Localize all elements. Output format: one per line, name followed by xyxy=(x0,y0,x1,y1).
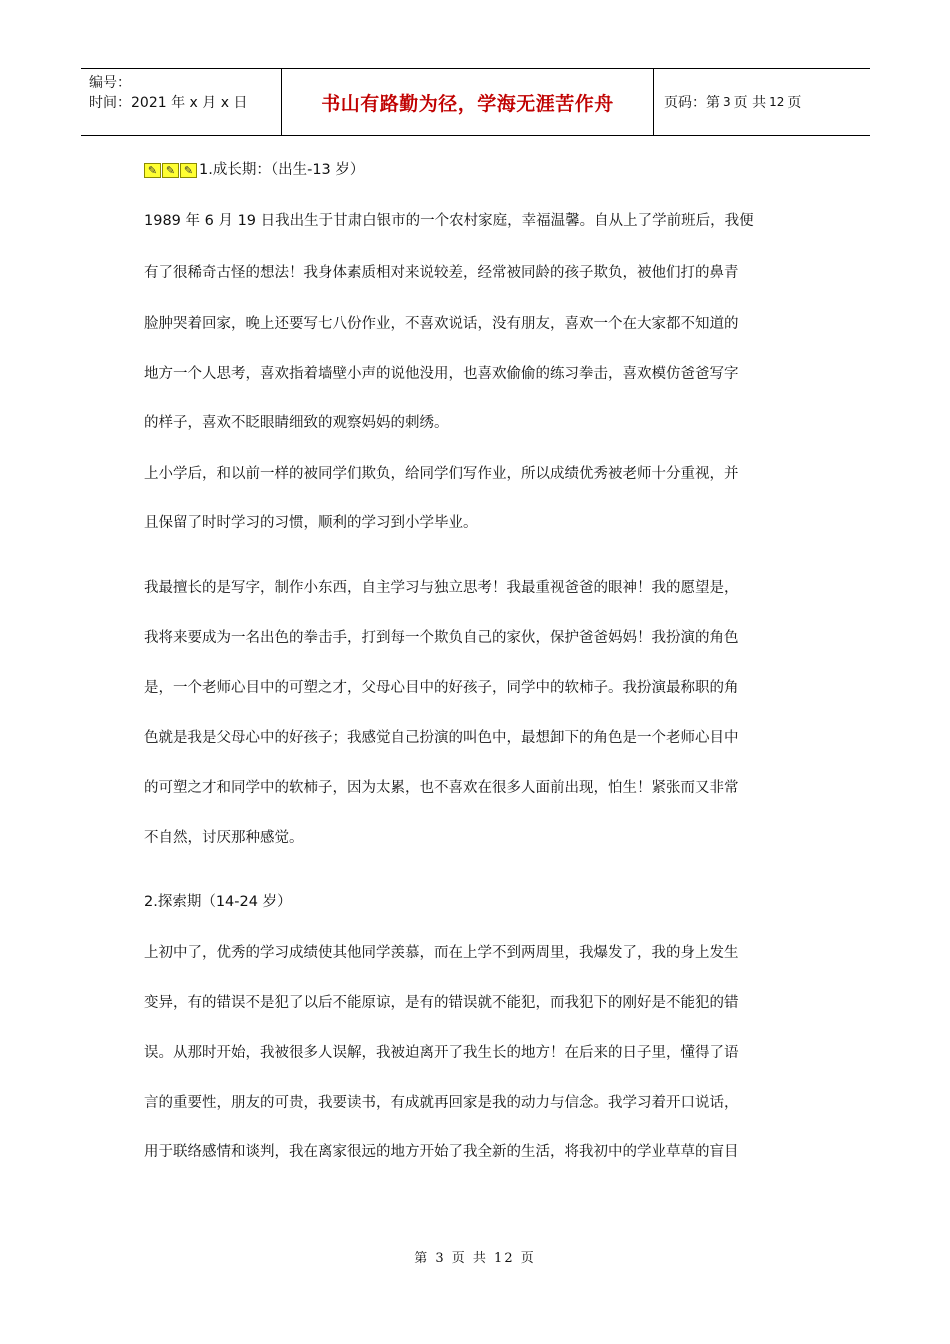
text-line: 我将来要成为一名出色的拳击手，打到每一个欺负自己的家伙，保护爸爸妈妈！我扮演的角色 xyxy=(144,630,739,646)
text-line: 的可塑之才和同学中的软柿子，因为太累，也不喜欢在很多人面前出现，怕生！紧张而又非常 xyxy=(144,780,739,796)
text-line: 上小学后，和以前一样的被同学们欺负，给同学们写作业，所以成绩优秀被老师十分重视，并 xyxy=(144,466,739,482)
serial-label: 编号： xyxy=(89,75,131,91)
page-header xyxy=(81,68,870,136)
text-line: 是，一个老师心目中的可塑之才，父母心目中的好孩子，同学中的软柿子。我扮演最称职的角 xyxy=(144,680,739,696)
section-heading-1-text: 1.成长期：（出生-13 岁） xyxy=(199,162,365,178)
text-line: 用于联络感情和谈判，我在离家很远的地方开始了我全新的生活，将我初中的学业草草的盲目 xyxy=(144,1144,739,1160)
text-line: 的样子，喜欢不眨眼睛细致的观察妈妈的刺绣。 xyxy=(144,415,449,431)
decorative-bullet-icon: ✎ xyxy=(180,163,197,178)
page-total: 12 xyxy=(769,95,785,109)
text-line: 上初中了，优秀的学习成绩使其他同学羡慕，而在上学不到两周里，我爆发了，我的身上发生 xyxy=(144,945,739,961)
text-line: 有了很稀奇古怪的想法！我身体素质相对来说较差，经常被同龄的孩子欺负，被他们打的鼻青 xyxy=(144,265,739,281)
page-label: 页码：第 xyxy=(664,95,720,111)
page-footer: 第 3 页 共 12 页 xyxy=(414,1251,536,1266)
decorative-bullet-icon: ✎ xyxy=(162,163,179,178)
page-number: 3 xyxy=(723,95,731,109)
page-mid-label: 页 共 xyxy=(733,95,767,111)
text-line: 不自然，讨厌那种感觉。 xyxy=(144,830,304,846)
header-page-info xyxy=(654,69,870,135)
section-heading-1 xyxy=(144,158,364,179)
text-line: 且保留了时时学习的习惯，顺利的学习到小学毕业。 xyxy=(144,515,478,531)
text-line: 我最擅长的是写字，制作小东西，自主学习与独立思考！我最重视爸爸的眼神！我的愿望是， xyxy=(144,580,739,596)
text-line: 误。从那时开始，我被很多人误解，我被迫离开了我生长的地方！在后来的日子里，懂得了语 xyxy=(144,1045,739,1061)
page-end-label: 页 xyxy=(787,95,802,111)
time-label: 时间：2021 年 x 月 x 日 xyxy=(89,95,248,111)
text-line: 地方一个人思考，喜欢指着墙壁小声的说他没用，也喜欢偷偷的练习拳击，喜欢模仿爸爸写字 xyxy=(144,366,739,382)
text-line: 1989 年 6 月 19 日我出生于甘肃白银市的一个农村家庭，幸福温馨。自从上了学前班后，我便 xyxy=(144,213,754,229)
header-motto: 书山有路勤为径，学海无涯苦作舟 xyxy=(282,69,654,135)
section-heading-2: 2.探索期（14-24 岁） xyxy=(144,894,292,910)
text-line: 言的重要性，朋友的可贵，我要读书，有成就再回家是我的动力与信念。我学习着开口说话， xyxy=(144,1095,739,1111)
text-line: 变异，有的错误不是犯了以后不能原谅，是有的错误就不能犯，而我犯下的刚好是不能犯的错 xyxy=(144,995,739,1011)
bullet-group xyxy=(144,163,197,178)
header-meta xyxy=(81,69,282,135)
text-line: 脸肿哭着回家，晚上还要写七八份作业，不喜欢说话，没有朋友，喜欢一个在大家都不知道的 xyxy=(144,316,739,332)
text-line: 色就是我是父母心中的好孩子；我感觉自己扮演的叫色中，最想卸下的角色是一个老师心目中 xyxy=(144,730,739,746)
decorative-bullet-icon: ✎ xyxy=(144,163,161,178)
